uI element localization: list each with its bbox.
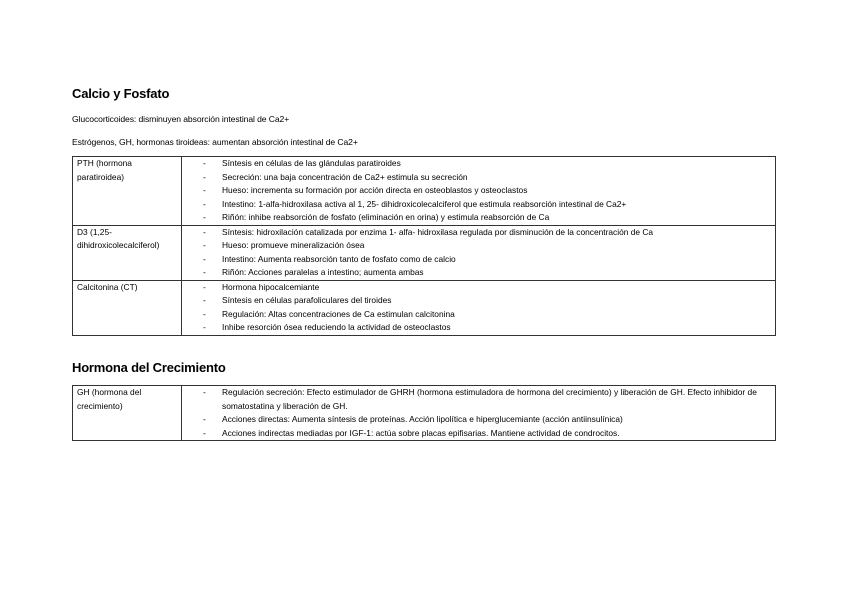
table-row: [73, 386, 776, 441]
list-item: - Acciones indirectas mediadas por IGF-1: actúa sobre placas epifisarias. Mantiene actividad de condrocitos.: [203, 427, 769, 441]
list-item: - Secreción: una baja concentración de Ca2+ estimula su secreción: [203, 171, 769, 185]
list-item: - Hormona hipocalcemiante: [203, 281, 769, 295]
list-item: - Inhibe resorción ósea reduciendo la actividad de osteoclastos: [203, 321, 769, 335]
calcio-table: [72, 156, 776, 336]
bullet-list: [203, 281, 769, 335]
list-item: - Hueso: incrementa su formación por acción directa en osteoblastos y osteoclastos: [203, 184, 769, 198]
section-title-crecimiento: Hormona del Crecimiento: [72, 360, 226, 375]
section-title-calcio: Calcio y Fosfato: [72, 86, 170, 101]
list-item: - Intestino: 1-alfa-hidroxilasa activa al 1, 25- dihidroxicolecalciferol que estimula reabsorción intestinal de Ca2+: [203, 198, 769, 212]
list-item: - Síntesis en células parafoliculares del tiroides: [203, 294, 769, 308]
row-term: D3 (1,25-dihidroxicolecalciferol): [77, 226, 160, 250]
row-term: GH (hormona del crecimiento): [77, 387, 142, 411]
list-item: - Síntesis: hidroxilación catalizada por enzima 1- alfa- hidroxilasa regulada por disminución de la concentración de Ca: [203, 226, 769, 240]
bullet-list: [203, 386, 769, 440]
gh-table: [72, 385, 776, 441]
list-item: - Riñón: inhibe reabsorción de fosfato (eliminación en orina) y estimula reabsorción de Ca: [203, 211, 769, 225]
table-row: [73, 157, 776, 226]
glucocorticoides-line: Glucocorticoides: disminuyen absorción intestinal de Ca2+: [72, 114, 290, 124]
table-row: [73, 280, 776, 335]
list-item: - Síntesis en células de las glándulas paratiroides: [203, 157, 769, 171]
list-item: - Acciones directas: Aumenta síntesis de proteínas. Acción lipolítica e hiperglucemiante (acción antiinsulínica): [203, 413, 769, 427]
bullet-list: [203, 226, 769, 280]
bullet-list: [203, 157, 769, 225]
row-term: PTH (hormona paratiroidea): [77, 158, 132, 182]
list-item: - Intestino: Aumenta reabsorción tanto de fosfato como de calcio: [203, 253, 769, 267]
list-item: - Regulación secreción: Efecto estimulador de GHRH (hormona estimuladora de hormona del crecimiento) y liberación de GH. Efecto inhibidor de somatostatina y liberación de GH.: [203, 386, 769, 413]
list-item: - Hueso: promueve mineralización ósea: [203, 239, 769, 253]
row-term: Calcitonina (CT): [77, 281, 138, 292]
estrogenos-line: Estrógenos, GH, hormonas tiroideas: aumentan absorción intestinal de Ca2+: [72, 137, 358, 147]
table-row: [73, 225, 776, 280]
list-item: - Regulación: Altas concentraciones de Ca estimulan calcitonina: [203, 308, 769, 322]
list-item: - Riñón: Acciones paralelas a intestino; aumenta ambas: [203, 266, 769, 280]
